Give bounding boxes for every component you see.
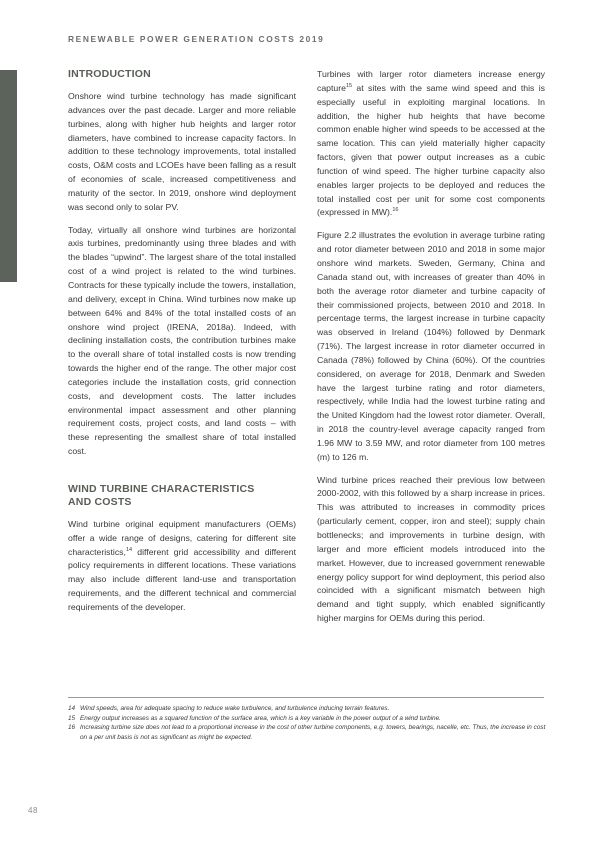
rotor-paragraph bbox=[317, 68, 545, 220]
characteristics-text-before-ref: Wind turbine original equipment manufacturers (OEMs) offer a wide range of designs, catering for different site characteristics, bbox=[68, 518, 296, 557]
running-header: RENEWABLE POWER GENERATION COSTS 2019 bbox=[68, 34, 325, 44]
turbine-prices-paragraph: Wind turbine prices reached their previous low between 2000-2002, with this followed by a sharp increase in prices. This was attributed to increases in commodity prices (particularly cement, copper, iron and steel); supply chain bottlenecks; and improvements in turbine design, with larger and more efficient models introduced into the market. However, due to increased government renewable energy policy support for wind deployment, this period also coincided with a significant mismatch between high demand and tight supply, which enabled significantly higher margins for OEMs during this period. bbox=[317, 474, 545, 624]
right-column bbox=[317, 68, 545, 635]
introduction-paragraph-2: Today, virtually all onshore wind turbines are horizontal axis turbines, predominantly using three blades and with the blades “upwind”. The largest share of the total installed cost of a wind project is related to the wind turbines. Contracts for these typically include the towers, installation, and delivery, except in China. Wind turbines now make up between 64% and 84% of the total installed costs of an onshore wind project (IRENA, 2018a). Indeed, with declining installation costs, the contribution turbines make to the overall share of total installed costs is now trending towards the higher end of the range. The other major cost categories include the installation costs, grid connection costs, and development costs. The latter includes environmental impact assessment and other planning requirement costs, project costs, and land costs – with these representing the smallest share of total installed cost. bbox=[68, 224, 296, 457]
introduction-paragraph-1: Onshore wind turbine technology has made significant advances over the past decade. Larger and more reliable turbines, along with higher hub heights and larger rotor diameters, have combined to increase capacity factors. In addition to these technology improvements, total installed costs, O&M costs and LCOEs have been falling as a result of economies of scale, increased competitiveness and maturity of the sector. In 2019, onshore wind deployment was second only to solar PV. bbox=[68, 91, 296, 212]
footnote-text: Energy output increases as a squared function of the surface area, which is a key variable in the power output of a wind turbine. bbox=[80, 714, 441, 722]
footnote-text: Wind speeds, area for adequate spacing to reduce wake turbulence, and turbulence inducing terrain features. bbox=[80, 705, 390, 712]
footnote-ref-15[interactable]: 15 bbox=[345, 82, 353, 89]
footnote-ref-14[interactable]: 14 bbox=[125, 546, 133, 553]
left-column bbox=[68, 68, 296, 624]
characteristics-paragraph-1 bbox=[68, 518, 296, 615]
characteristics-heading-line-1: WIND TURBINE CHARACTERISTICS bbox=[68, 482, 255, 495]
rotor-text-part-1: Turbines with larger rotor diameters increase energy capture bbox=[317, 69, 545, 93]
chapter-side-tab bbox=[0, 70, 17, 282]
footnote-15 bbox=[68, 714, 546, 724]
characteristics-heading bbox=[68, 483, 296, 509]
footnote-number: 14 bbox=[68, 705, 76, 712]
footnote-number: 15 bbox=[68, 714, 76, 722]
page-number: 48 bbox=[28, 806, 38, 815]
footnotes bbox=[68, 704, 546, 742]
footnote-divider bbox=[68, 697, 544, 698]
footnote-ref-16[interactable]: 16 bbox=[392, 207, 399, 214]
rotor-text-part-2: at sites with the same wind speed and this is especially useful in exploiting marginal locations. In addition, the higher hub heights that have become common enable higher wind speeds to be accessed at the same location. This can yield materially higher capacity factors, given that power output increases as a cubic function of wind speed. The higher turbine capacity also enables larger projects to be deployed and reduces the total installed cost per unit for some cost components (expressed in MW). bbox=[317, 82, 545, 218]
footnote-14 bbox=[68, 704, 546, 714]
characteristics-text-after-ref: different grid accessibility and different policy requirements in different locations. These variations may also include different land-use and transportation requirements, and the different technical and commercial requirements of the developer. bbox=[68, 546, 296, 612]
introduction-heading: INTRODUCTION bbox=[68, 68, 151, 80]
footnote-number: 16 bbox=[68, 724, 76, 732]
footnote-16 bbox=[68, 723, 546, 742]
characteristics-heading-line-2: AND COSTS bbox=[68, 495, 132, 508]
footnote-text: Increasing turbine size does not lead to a proportional increase in the cost of other turbine components, e.g. towers, bearings, nacelle, etc. Thus, the increase in cost on a per unit basis is not as significant as might be expected. bbox=[80, 724, 546, 741]
figure-2-2-paragraph: Figure 2.2 illustrates the evolution in average turbine rating and rotor diameter between 2010 and 2018 in some major onshore wind markets. Sweden, Germany, China and Canada stand out, with increases of greater than 40% in both the average rotor diameter and turbine capacity of their commissioned projects, between 2010 and 2018. In percentage terms, the largest increase in turbine capacity was observed in Ireland (104%) followed by Denmark (71%). The largest increase in rotor diameter occurred in Canada (78%) followed by China (60%). Of the countries considered, on average for 2018, Denmark and Sweden have the largest turbine rating and rotor diameters, respectively, while India had the lowest turbine rating and the United Kingdom had the lowest rotor diameter. Overall, in 2018 the country-level average capacity ranged from 1.96 MW to 3.59 MW, and rotor diameter from 100 metres (m) to 126 m. bbox=[317, 230, 545, 462]
